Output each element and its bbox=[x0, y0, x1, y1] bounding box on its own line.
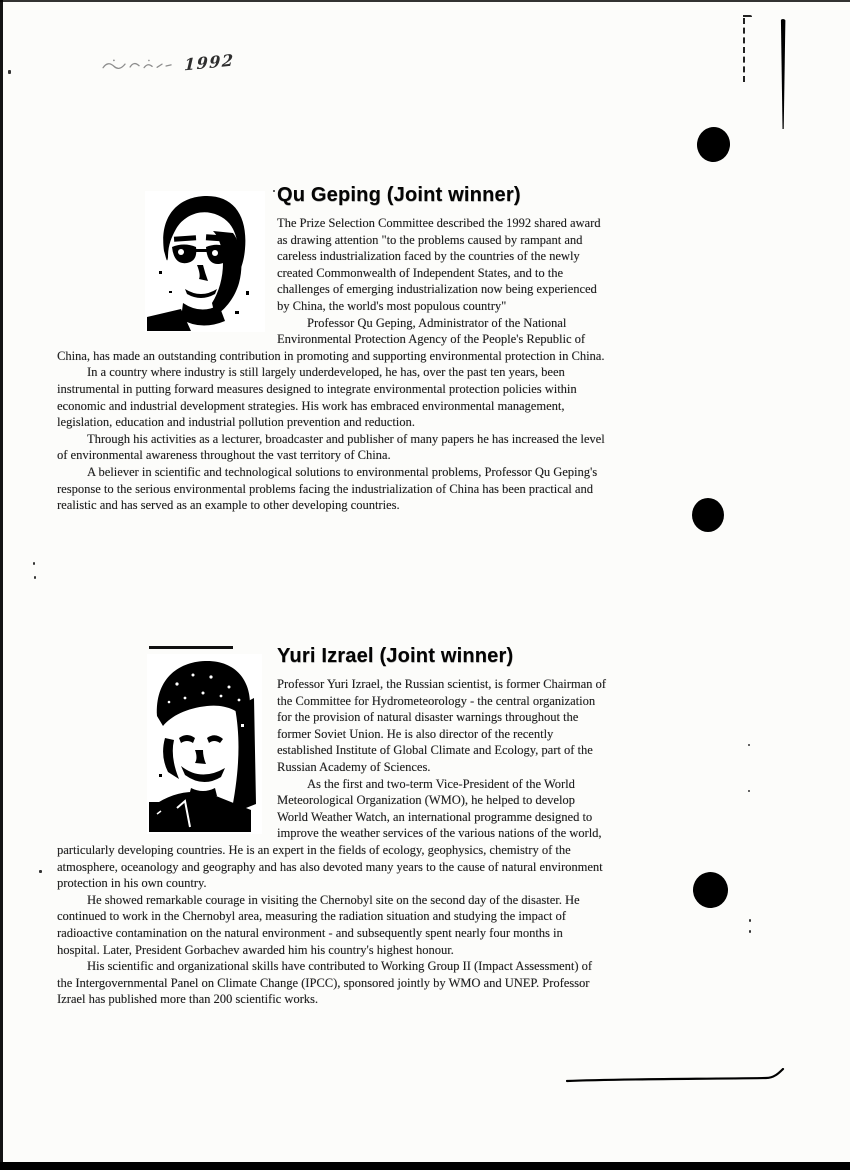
bio-paragraph: He showed remarkable courage in visiting the Chernobyl site on the second day of the disaster. He continued to work in the Chernobyl area, measuring the radiation situation and studying the impact of radioactive contamination on the natural environment - and subsequently spent nearly four months in hospital. Later, President Gorbachev awarded him his country's highest honour. bbox=[57, 892, 580, 957]
scan-speck bbox=[33, 562, 35, 565]
bio-section-qu-geping bbox=[57, 183, 605, 514]
bio-paragraph: His scientific and organizational skills have contributed to Working Group II (Impact Assessment) of the Intergovernmental Panel on Climate Change (IPCC), sponsored jointly by WMO and UNEP. Professor Izrael has published more than 200 scientific works. bbox=[57, 959, 593, 1007]
scan-speck bbox=[749, 919, 751, 922]
qu-geping-photo bbox=[145, 191, 265, 332]
scan-edge-bottom bbox=[0, 1162, 850, 1170]
annotation-year: 1992 bbox=[183, 49, 235, 74]
scan-speck bbox=[39, 870, 42, 873]
hole-punch-mark bbox=[695, 125, 733, 164]
scan-speck bbox=[34, 576, 36, 579]
yuri-izrael-photo bbox=[147, 654, 262, 834]
handwriting-squiggle-icon bbox=[100, 54, 178, 74]
bio-paragraph: A believer in scientific and technological solutions to environmental problems, Professor Qu Geping's response to the serious environmental problems facing the industrialization of China has been practical and realistic and has served as an example to other developing countries. bbox=[57, 464, 598, 513]
section-heading-yuri-izrael: Yuri Izrael (Joint winner) bbox=[277, 645, 514, 667]
section-heading-qu-geping: Qu Geping (Joint winner) bbox=[277, 184, 521, 206]
scan-speck bbox=[749, 930, 751, 933]
scan-speck bbox=[8, 70, 11, 74]
scan-speck bbox=[273, 190, 275, 192]
scan-speck bbox=[748, 790, 750, 792]
handwritten-annotation bbox=[100, 48, 235, 78]
binder-solid-bar bbox=[780, 19, 786, 129]
photo-column bbox=[57, 183, 277, 335]
binder-dashed-line-hook bbox=[743, 15, 752, 17]
bio-paragraph: In a country where industry is still largely underdeveloped, he has, over the past ten years, been instrumental in putting forward measures designed to integrate environmental protection policies within economic and industrial development strategies. His work has embraced environmental management, legislation, education and industrial pollution prevention and reduction. bbox=[57, 365, 577, 430]
hole-punch-mark bbox=[692, 498, 724, 532]
bio-paragraph: Professor Yuri Izrael, the Russian scientist, is former Chairman of the Committee for Hydrometeorology - the central organization for the provision of natural disaster warnings throughout the former Soviet Union. He is also director of the recently established Institute of Global Climate and Ecology, part of the Russian Academy of Sciences. bbox=[277, 677, 606, 774]
bio-paragraph: Through his activities as a lecturer, broadcaster and publisher of many papers he has increased the level of environmental awareness throughout the vast territory of China. bbox=[57, 431, 605, 463]
binder-dashed-line bbox=[743, 18, 745, 82]
hole-punch-mark bbox=[691, 870, 730, 909]
footer-rule bbox=[566, 1068, 788, 1086]
photo-column bbox=[57, 644, 277, 830]
scan-speck bbox=[748, 744, 750, 746]
bio-paragraph: Professor Qu Geping, Administrator of the National Environmental Protection Agency of the People's Republic of China, has made an outstanding contribution in promoting and supporting environmental protection in China. bbox=[57, 315, 605, 363]
bio-paragraph: As the first and two-term Vice-President of the World Meteorological Organization (WMO), he helped to develop World Weather Watch, an international programme designed to improve the weather services of the various nations of the world, particularly developing countries. He is an expert in the fields of ecology, geophysics, chemistry of the atmosphere, oceanology and geography and has also devoted many years to the cause of natural environment protection in his own country. bbox=[57, 776, 603, 891]
bio-section-yuri-izrael bbox=[57, 644, 606, 1008]
photo-top-rule bbox=[149, 646, 233, 649]
bio-paragraph: The Prize Selection Committee described the 1992 shared award as drawing attention "to the problems caused by rampant and careless industrialization faced by the countries of the newly created Commonwealth of Independent States, and to the challenges of emerging industrialization now being experienced by China, the world's most populous country" bbox=[277, 216, 601, 313]
scan-edge-top bbox=[0, 0, 850, 2]
scan-edge-left bbox=[0, 0, 3, 1170]
